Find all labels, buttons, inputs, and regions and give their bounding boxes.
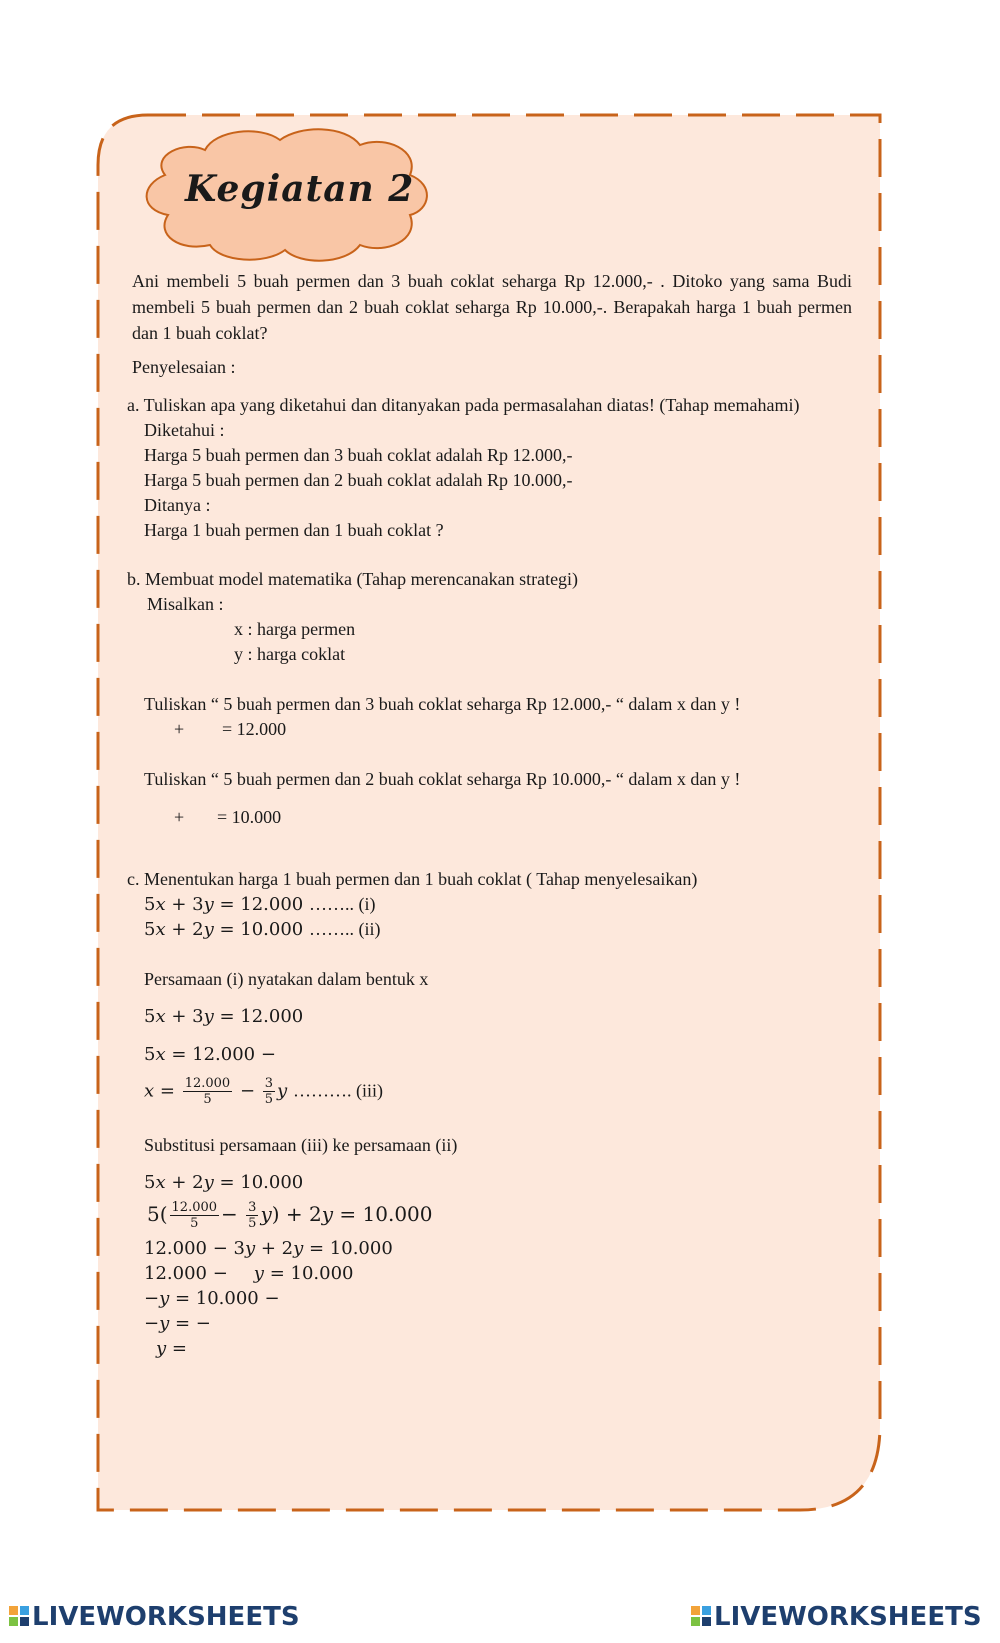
step-2-line-7: 𝑦 = [156, 1338, 187, 1359]
model-eq-1-plus: + [174, 719, 185, 739]
liveworksheets-logo-icon [8, 1605, 30, 1627]
liveworksheets-logo-icon [690, 1605, 712, 1627]
part-c-heading: c. Menentukan harga 1 buah permen dan 1 buah coklat ( Tahap menyelesaikan) [127, 869, 698, 889]
solution-label: Penyelesaian : [132, 357, 236, 377]
model-eq-1-rhs: = 12.000 [222, 719, 287, 739]
let-label: Misalkan : [147, 594, 224, 614]
step-2-line-4: 12.000 − 𝑦 = 10.000 [144, 1263, 354, 1284]
step-1-line-3: 𝑥 = $\frac{12.000}{5}$ − $\frac{3}{5}$ 𝑦 ………. (iii) [144, 1076, 383, 1107]
asked-label: Ditanya : [144, 495, 211, 515]
step-1-label: Persamaan (i) nyatakan dalam bentuk x [144, 969, 429, 989]
known-item-2: Harga 5 buah permen dan 2 buah coklat adalah Rp 10.000,- [144, 470, 573, 490]
step-2-label: Substitusi persamaan (iii) ke persamaan (ii) [144, 1135, 458, 1155]
step-2-line-6: −𝑦 = − [144, 1313, 211, 1334]
model-task-1: Tuliskan “ 5 buah permen dan 3 buah coklat seharga Rp 12.000,- “ dalam x dan y ! [144, 694, 741, 714]
model-eq-2-plus: + [174, 807, 185, 827]
let-y: y : harga coklat [234, 644, 346, 664]
step-2-line-3: 12.000 − 3𝑦 + 2𝑦 = 10.000 [144, 1238, 393, 1259]
step-2-line-1: 5𝑥 + 2𝑦 = 10.000 [144, 1172, 304, 1193]
footer-logo-right: LIVEWORKSHEETS [690, 1602, 982, 1632]
problem-statement: Ani membeli 5 buah permen dan 3 buah coklat seharga Rp 12.000,- . Ditoko yang sama Budi membeli 5 buah permen dan 2 buah coklat seharga Rp 10.000,-. Berapakah harga 1 buah permen dan 1 buah coklat? [132, 271, 852, 343]
activity-title: Kegiatan 2 [185, 168, 415, 210]
let-x: x : harga permen [234, 619, 356, 639]
asked-item: Harga 1 buah permen dan 1 buah coklat ? [144, 520, 444, 540]
model-task-2: Tuliskan “ 5 buah permen dan 2 buah coklat seharga Rp 10.000,- “ dalam x dan y ! [144, 769, 741, 789]
step-2-line-2: 5( $\frac{12.000}{5}$ − $\frac{3}{5}$ 𝑦) + 2𝑦 = 10.000 [147, 1200, 433, 1231]
part-a-heading: a. Tuliskan apa yang diketahui dan ditanyakan pada permasalahan diatas! (Tahap memahami) [127, 395, 800, 415]
step-2-line-5: −𝑦 = 10.000 − [144, 1288, 280, 1309]
equation-ii: 5𝑥 + 2𝑦 = 10.000 …….. (ii) [144, 919, 381, 940]
step-1-line-2: 5𝑥 = 12.000 − [144, 1044, 276, 1065]
part-b-heading: b. Membuat model matematika (Tahap merencanakan strategi) [127, 569, 579, 589]
known-label: Diketahui : [144, 420, 225, 440]
footer-logo-left: LIVEWORKSHEETS [8, 1602, 300, 1632]
model-eq-2-rhs: = 10.000 [217, 807, 282, 827]
equation-i: 5𝑥 + 3𝑦 = 12.000 …….. (i) [144, 894, 376, 915]
step-1-line-1: 5𝑥 + 3𝑦 = 12.000 [144, 1006, 304, 1027]
known-item-1: Harga 5 buah permen dan 3 buah coklat adalah Rp 12.000,- [144, 445, 573, 465]
